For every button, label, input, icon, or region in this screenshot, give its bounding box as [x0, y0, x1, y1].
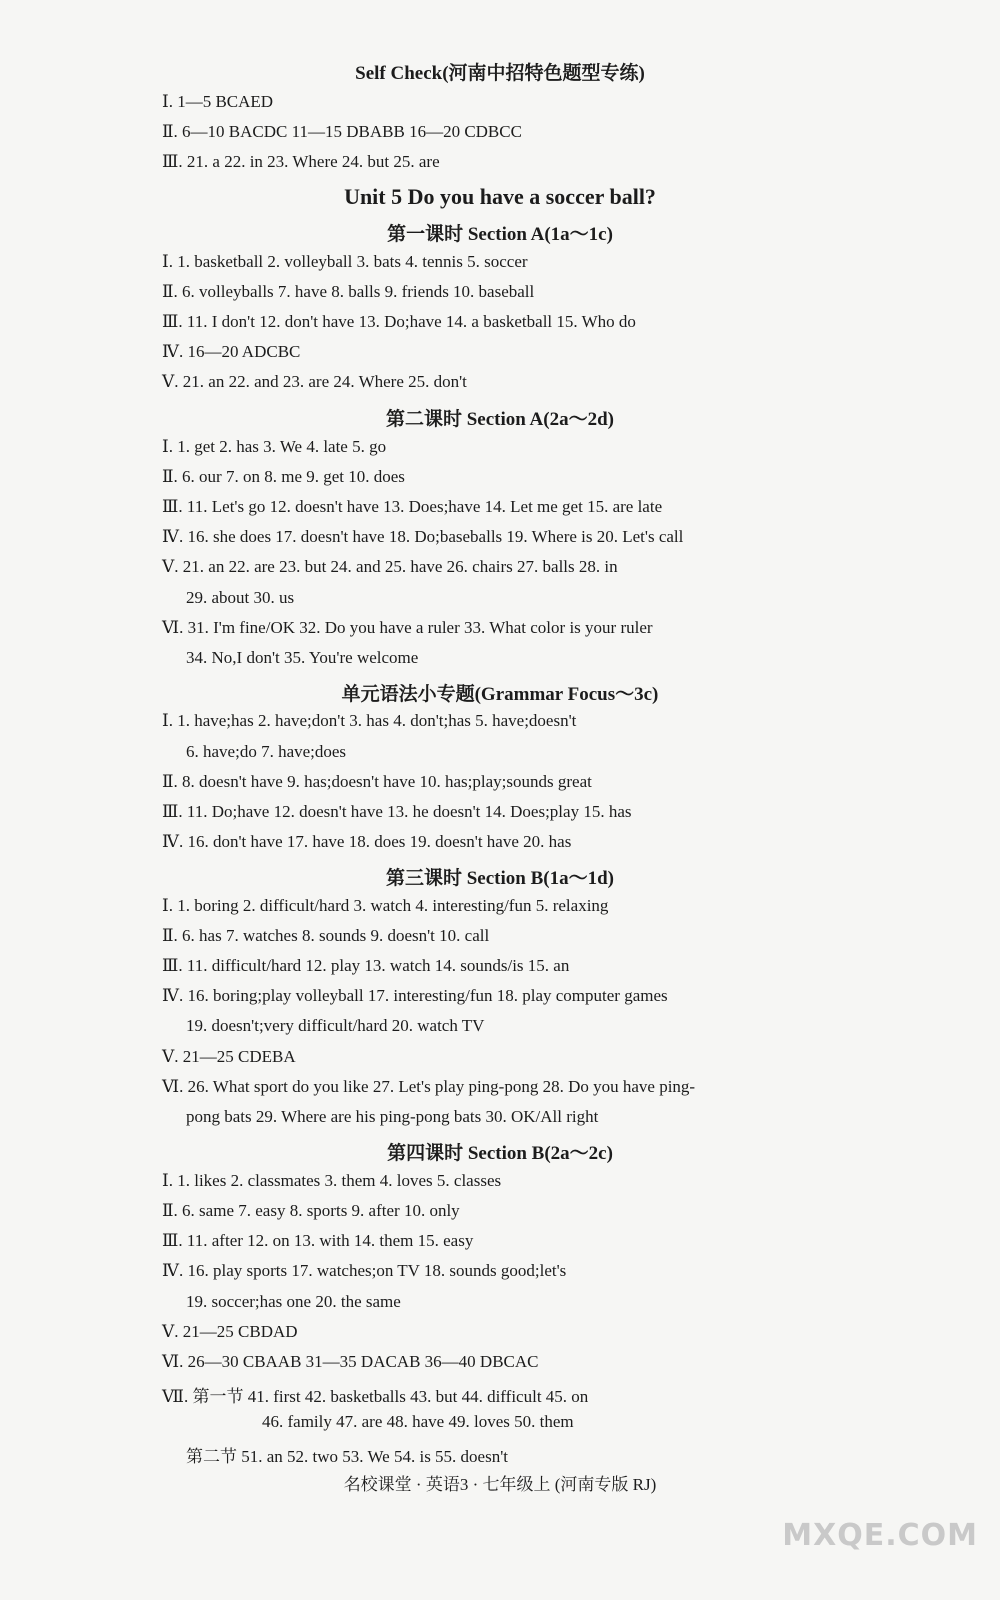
- lesson4-heading: 第四课时 Section B(2a～2c): [387, 1143, 613, 1164]
- answer-line: Ⅰ. 1. have;has 2. have;don't 3. has 4. don't;has 5. have;doesn't: [162, 711, 577, 730]
- answer-line: Ⅴ. 21. an 22. are 23. but 24. and 25. have 26. chairs 27. balls 28. in: [162, 557, 618, 576]
- answer-line: Ⅱ. 6. volleyballs 7. have 8. balls 9. friends 10. baseball: [162, 282, 535, 301]
- answer-line: Ⅲ. 21. a 22. in 23. Where 24. but 25. are: [162, 152, 440, 171]
- answer-line-continued: 46. family 47. are 48. have 49. loves 50. them: [262, 1412, 574, 1431]
- answer-line: Ⅱ. 6. our 7. on 8. me 9. get 10. does: [162, 467, 405, 486]
- answer-line-continued: 29. about 30. us: [186, 588, 295, 607]
- answer-line: Ⅴ. 21—25 CBDAD: [162, 1322, 298, 1341]
- unit-title: Unit 5 Do you have a soccer ball?: [344, 184, 656, 209]
- answer-line: 第二节 51. an 52. two 53. We 54. is 55. doesn't: [186, 1447, 509, 1466]
- answer-line: Ⅵ. 31. I'm fine/OK 32. Do you have a ruler 33. What color is your ruler: [162, 618, 653, 637]
- answer-line: Ⅰ. 1. basketball 2. volleyball 3. bats 4. tennis 5. soccer: [162, 252, 528, 271]
- lesson2-heading: 第二课时 Section A(2a～2d): [385, 409, 614, 430]
- answer-line: Ⅲ. 11. I don't 12. don't have 13. Do;have 14. a basketball 15. Who do: [162, 312, 636, 331]
- answer-line: Ⅲ. 11. Do;have 12. doesn't have 13. he doesn't 14. Does;play 15. has: [162, 802, 632, 821]
- answer-line: Ⅳ. 16—20 ADCBC: [162, 342, 301, 361]
- answer-line: Ⅶ. 第一节 41. first 42. basketballs 43. but 44. difficult 45. on: [162, 1387, 589, 1406]
- answer-line: Ⅰ. 1. likes 2. classmates 3. them 4. loves 5. classes: [162, 1171, 502, 1190]
- answer-line: Ⅲ. 11. difficult/hard 12. play 13. watch 14. sounds/is 15. an: [162, 956, 570, 975]
- answer-line: Ⅴ. 21—25 CDEBA: [162, 1047, 296, 1066]
- self-check-heading: Self Check(河南中招特色题型专练): [355, 63, 645, 84]
- grammar-heading: 单元语法小专题(Grammar Focus～3c): [341, 684, 659, 705]
- answer-line: Ⅴ. 21. an 22. and 23. are 24. Where 25. don't: [162, 372, 467, 391]
- page-footer: 名校课堂 · 英语3 · 七年级上 (河南专版 RJ): [343, 1475, 657, 1494]
- answer-line: Ⅲ. 11. Let's go 12. doesn't have 13. Does;have 14. Let me get 15. are late: [162, 497, 663, 516]
- answer-line-continued: 19. doesn't;very difficult/hard 20. watch TV: [186, 1016, 485, 1035]
- answer-line: Ⅱ. 6. has 7. watches 8. sounds 9. doesn't 10. call: [162, 926, 490, 945]
- answer-line: Ⅲ. 11. after 12. on 13. with 14. them 15. easy: [162, 1231, 474, 1250]
- answer-line: Ⅱ. 8. doesn't have 9. has;doesn't have 10. has;play;sounds great: [162, 772, 592, 791]
- answer-line: Ⅳ. 16. don't have 17. have 18. does 19. doesn't have 20. has: [162, 832, 572, 851]
- answer-line: Ⅵ. 26. What sport do you like 27. Let's play ping-pong 28. Do you have ping-: [162, 1077, 696, 1096]
- answer-line: Ⅳ. 16. boring;play volleyball 17. interesting/fun 18. play computer games: [162, 986, 668, 1005]
- answer-line-continued: 34. No,I don't 35. You're welcome: [186, 648, 419, 667]
- answer-line-continued: 6. have;do 7. have;does: [186, 742, 347, 761]
- answer-line: Ⅱ. 6. same 7. easy 8. sports 9. after 10. only: [162, 1201, 460, 1220]
- answer-line: Ⅳ. 16. play sports 17. watches;on TV 18. sounds good;let's: [162, 1261, 567, 1280]
- answer-line: Ⅱ. 6—10 BACDC 11—15 DBABB 16—20 CDBCC: [162, 122, 522, 141]
- answer-line: Ⅰ. 1—5 BCAED: [162, 92, 274, 111]
- answer-line: Ⅰ. 1. get 2. has 3. We 4. late 5. go: [162, 437, 387, 456]
- answer-line-continued: pong bats 29. Where are his ping-pong bats 30. OK/All right: [186, 1107, 599, 1126]
- lesson1-heading: 第一课时 Section A(1a～1c): [387, 224, 613, 245]
- lesson3-heading: 第三课时 Section B(1a～1d): [385, 868, 614, 889]
- answer-line: Ⅵ. 26—30 CBAAB 31—35 DACAB 36—40 DBCAC: [162, 1352, 539, 1371]
- answer-line-continued: 19. soccer;has one 20. the same: [186, 1292, 401, 1311]
- answer-line: Ⅰ. 1. boring 2. difficult/hard 3. watch 4. interesting/fun 5. relaxing: [162, 896, 609, 915]
- answer-line: Ⅳ. 16. she does 17. doesn't have 18. Do;baseballs 19. Where is 20. Let's call: [162, 527, 684, 546]
- watermark-logo: MXQE.COM: [782, 1518, 978, 1553]
